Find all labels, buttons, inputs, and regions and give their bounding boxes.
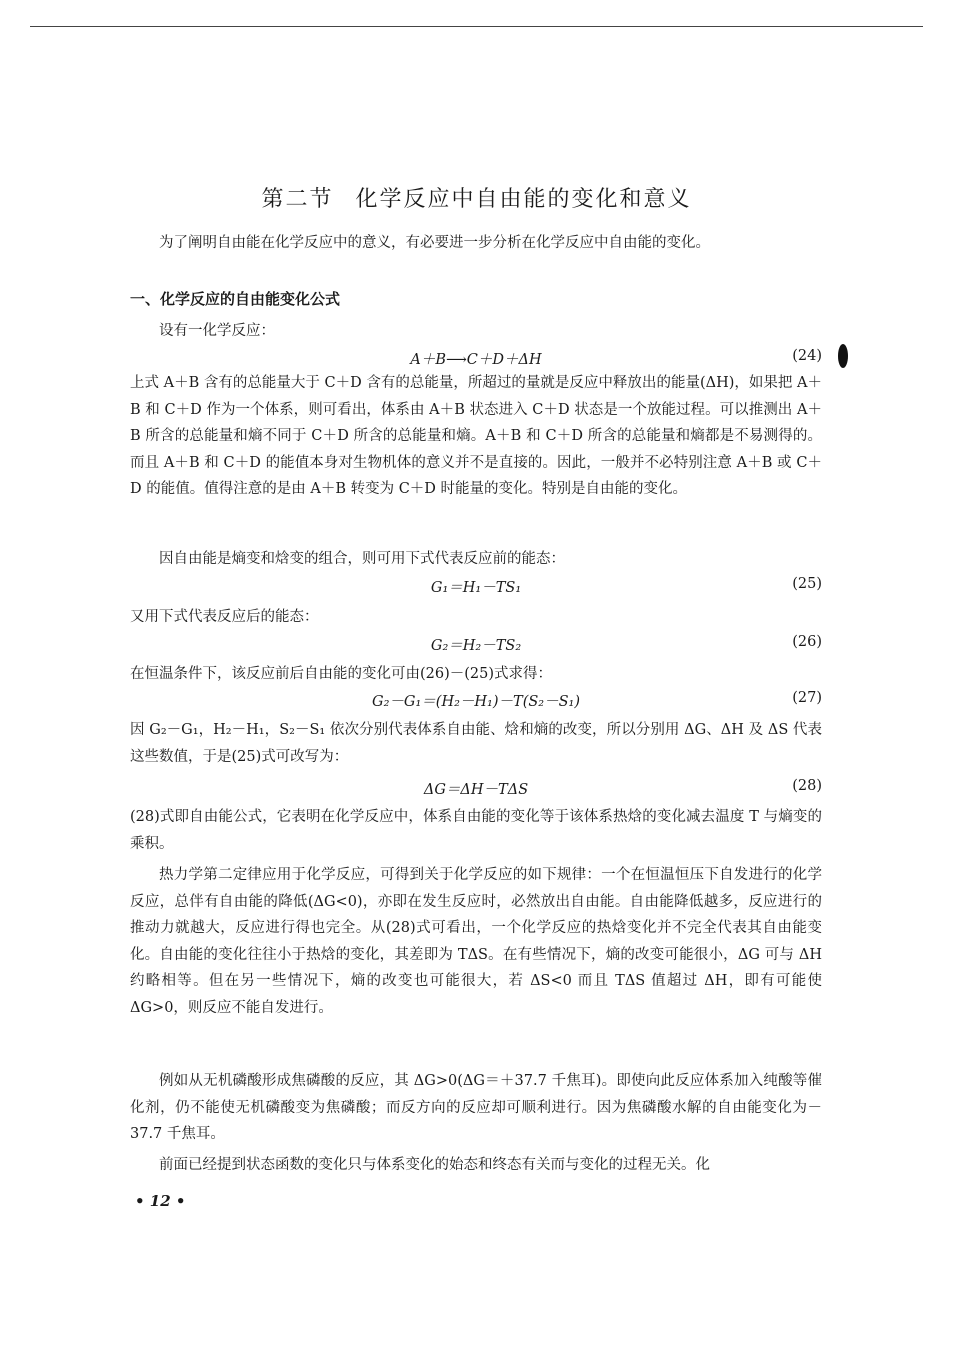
- equation-26-number: (26): [792, 634, 822, 650]
- section-title: [0, 182, 953, 213]
- paragraph-6: (28)式即自由能公式，它表明在化学反应中，体系自由能的变化等于该体系热焓的变化减去温度 T 与熵变的乘积。: [130, 809, 822, 852]
- paragraph-7: 热力学第二定律应用于化学反应，可得到关于化学反应的如下规律：一个在恒温恒压下自发进行的化学反应，总伴有自由能的降低(ΔG<0)，亦即在发生反应时，必然放出自由能。自由能降低越多，反应进行的推动力就越大，反应进行得也完全。从(28)式可看出，一个化学反应的热焓变化并不完全代表其自由能变化。自由能的变化往往小于热焓的变化，其差即为 TΔS。在有些情况下，熵的改变可能很小，ΔG 可与 ΔH 约略相等。但在另一些情况下，熵的改变也可能很大，若 ΔS<0 而且 TΔS 值超过 ΔH，即有可能使 ΔG>0，则反应不能自发进行。: [130, 867, 822, 1016]
- equation-25-number: (25): [792, 576, 822, 592]
- paragraph-9: 前面已经提到状态函数的变化只与体系变化的始态和终态有关而与变化的过程无关。化: [159, 1157, 710, 1173]
- equation-28-formula: ΔG＝ΔH－TΔS: [423, 782, 529, 798]
- equation-26-formula: G₂＝H₂－TS₂: [430, 638, 522, 654]
- equation-27: [130, 690, 822, 712]
- equation-24-formula: A＋B⟶C＋D＋ΔH: [410, 352, 542, 368]
- equation-25-formula: G₁＝H₁－TS₁: [430, 580, 522, 596]
- page-number: • 12 •: [135, 1192, 186, 1210]
- equation-28-number: (28): [792, 778, 822, 794]
- equation-24: [130, 348, 822, 370]
- setup-paragraph: 设有一化学反应：: [159, 323, 275, 339]
- equation-27-number: (27): [792, 690, 822, 706]
- paragraph-4: 在恒温条件下，该反应前后自由能的变化可由(26)－(25)式求得：: [130, 666, 553, 682]
- equation-27-formula: G₂－G₁＝(H₂－H₁)－T(S₂－S₁): [372, 694, 580, 710]
- equation-26: [130, 634, 822, 656]
- paragraph-1: 上式 A＋B 含有的总能量大于 C＋D 含有的总能量，所超过的量就是反应中释放出的能量(ΔH)，如果把 A＋B 和 C＋D 作为一个体系，则可看出，体系由 A＋B 状态进入 C＋D 状态是一个放能过程。可以推测出 A＋B 所含的总能量和熵不同于 C＋D 所含的总能量和熵。A＋B 和 C＋D 所含的总能量和熵都是不易测得的。而且 A＋B 和 C＋D 的能值本身对生物机体的意义并不是直接的。因此，一般并不必特别注意 A＋B 或 C＋D 的能值。值得注意的是由 A＋B 转变为 C＋D 时能量的变化。特别是自由能的变化。: [130, 375, 822, 497]
- equation-28: [130, 778, 822, 800]
- paragraph-3: 又用下式代表反应后的能态：: [130, 609, 319, 625]
- equation-24-number: (24): [792, 348, 822, 364]
- paragraph-8: 例如从无机磷酸形成焦磷酸的反应，其 ΔG>0(ΔG＝＋37.7 千焦耳)。即使向此反应体系加入纯酸等催化剂，仍不能使无机磷酸变为焦磷酸；而反方向的反应却可顺利进行。因为焦磷酸水解的自由能变化为－37.7 千焦耳。: [130, 1073, 822, 1142]
- intro-paragraph: 为了阐明自由能在化学反应中的意义，有必要进一步分析在化学反应中自由能的变化。: [159, 235, 710, 251]
- paragraph-2: 因自由能是熵变和焓变的组合，则可用下式代表反应前的能态：: [159, 551, 565, 567]
- equation-25: [130, 576, 822, 598]
- subheading-1: 一、化学反应的自由能变化公式: [130, 290, 341, 308]
- section-number: 第二节: [261, 187, 334, 212]
- ink-blot: [838, 344, 848, 368]
- section-name: 化学反应中自由能的变化和意义: [355, 187, 692, 212]
- paragraph-5: 因 G₂－G₁，H₂－H₁，S₂－S₁ 依次分别代表体系自由能、焓和熵的改变，所以分别用 ΔG、ΔH 及 ΔS 代表这些数值，于是(25)式可改写为：: [130, 722, 822, 765]
- top-rule: [30, 26, 923, 27]
